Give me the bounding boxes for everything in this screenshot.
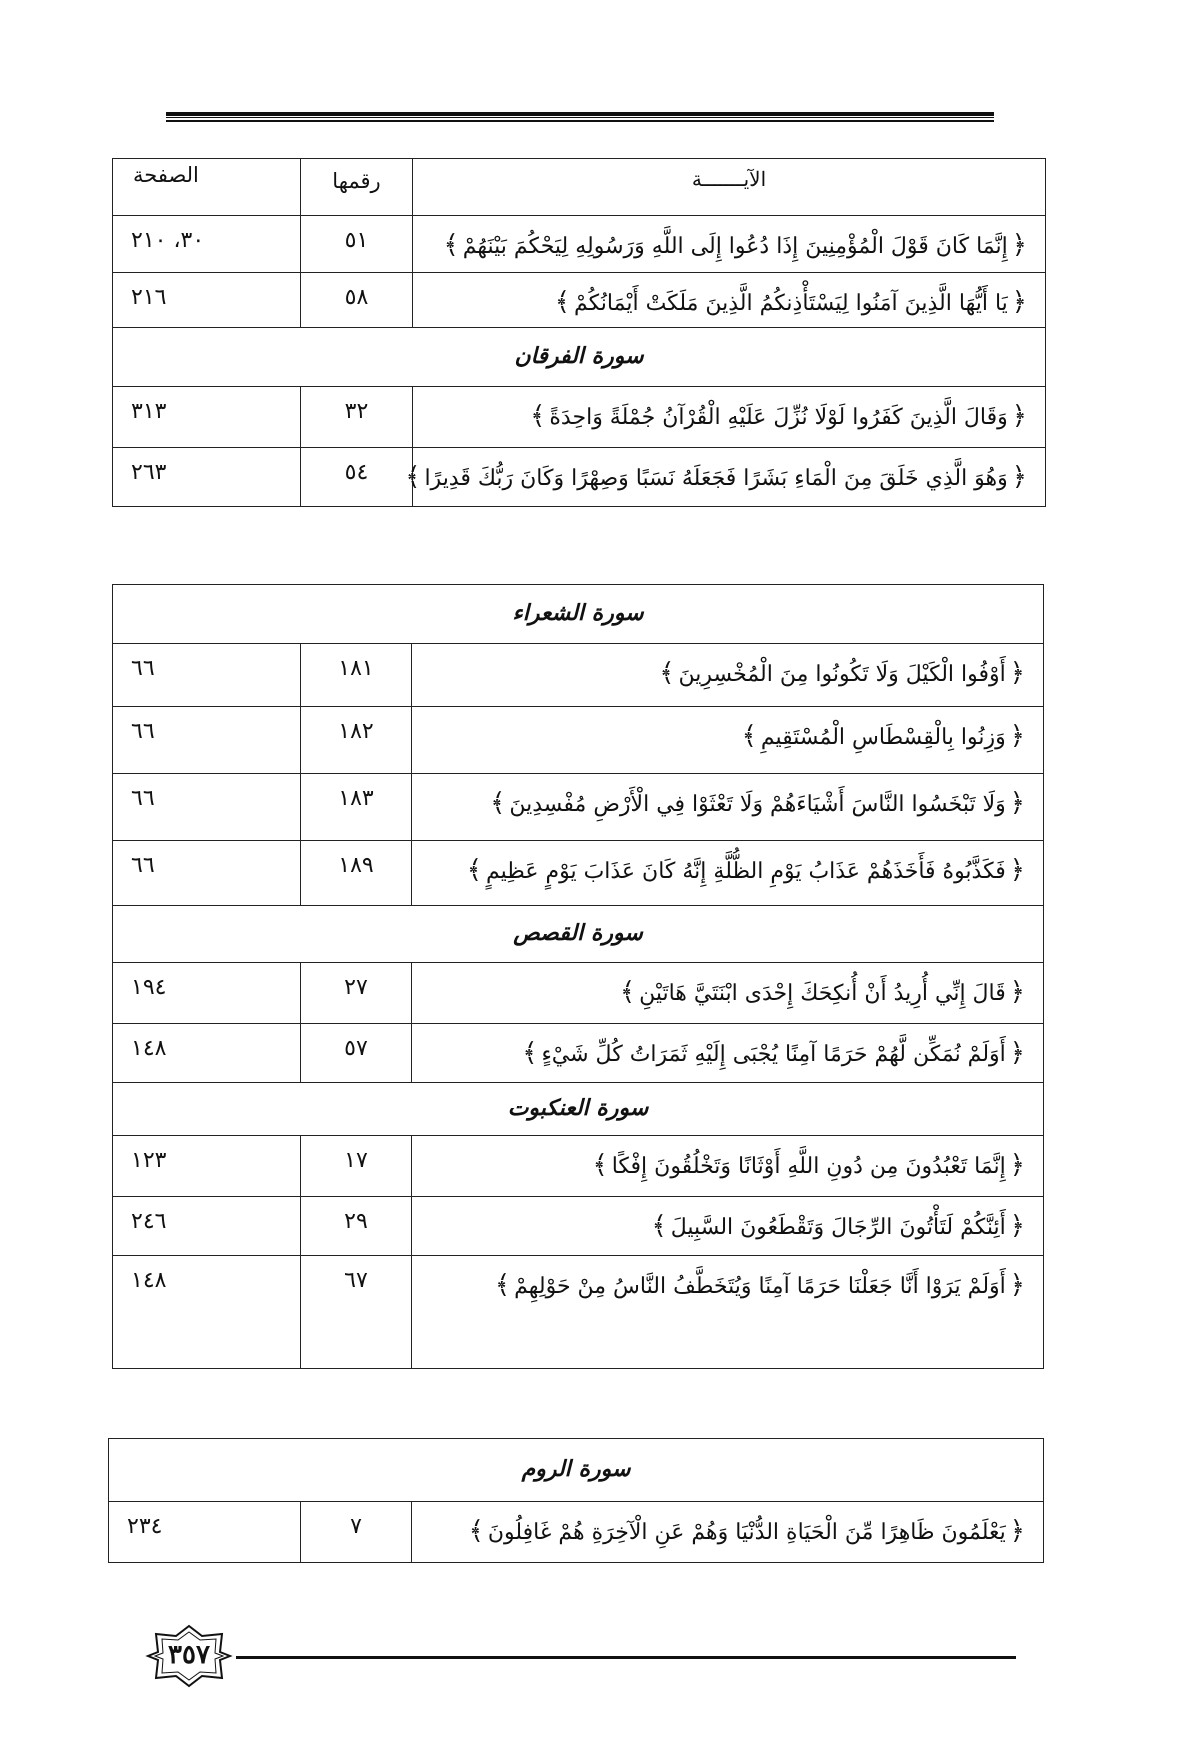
verse-number: ٧ [301, 1502, 412, 1563]
verse-number: ٣٢ [301, 387, 413, 448]
verses-index-table-1 [112, 158, 1046, 507]
verse-text-cell [413, 216, 1046, 273]
verse-number: ٥٧ [301, 1024, 412, 1083]
verse-row [113, 963, 1044, 1024]
verse-row [113, 841, 1044, 906]
verse-text-cell [412, 1502, 1044, 1563]
top-double-rule [166, 112, 994, 122]
verse-row [113, 1256, 1044, 1369]
surah-title: سورة القصص [113, 906, 1044, 963]
ornate-bracket-close-icon: ﴾ [466, 855, 483, 885]
page-reference: ٦٦ [113, 774, 301, 841]
surah-title: سورة العنكبوت [113, 1083, 1044, 1136]
verse-number: ٢٩ [301, 1197, 412, 1256]
ornate-bracket-close-icon: ﴾ [554, 287, 571, 317]
page-reference: ٢١٦ [113, 273, 301, 328]
verse-row [113, 387, 1046, 448]
verse-text-cell [412, 1197, 1044, 1256]
ornate-bracket-open-icon: ﴿ [1011, 401, 1027, 431]
surah-title-row [109, 1439, 1044, 1502]
verses-index-table-2 [112, 584, 1044, 1369]
verse-row [113, 448, 1046, 507]
surah-title-row [113, 1083, 1044, 1136]
verse-text: فَكَذَّبُوهُ فَأَخَذَهُمْ عَذَابُ يَوْمِ الظُّلَّةِ إِنَّهُ كَانَ عَذَابَ يَوْمٍ عَظِيمٍ [486, 859, 1006, 884]
ornate-bracket-open-icon: ﴿ [1011, 287, 1027, 317]
verse-number: ٥٤ [301, 448, 413, 507]
verse-text: أَوْفُوا الْكَيْلَ وَلَا تَكُونُوا مِنَ الْمُخْسِرِينَ [678, 662, 1006, 687]
ornate-bracket-close-icon: ﴾ [494, 1270, 511, 1300]
verses-index-table-3 [108, 1438, 1044, 1563]
surah-title-row [113, 906, 1044, 963]
page-reference: ١٩٤ [113, 963, 301, 1024]
verse-text: أَوَلَمْ نُمَكِّن لَّهُمْ حَرَمًا آمِنًا يُجْبَى إِلَيْهِ ثَمَرَاتُ كُلِّ شَيْءٍ [541, 1042, 1006, 1067]
surah-title: سورة الروم [109, 1439, 1044, 1502]
verse-text-cell [412, 707, 1044, 774]
verse-text: إِنَّمَا تَعْبُدُونَ مِن دُونِ اللَّهِ أَوْثَانًا وَتَخْلُقُونَ إِفْكًا [611, 1154, 1006, 1179]
page-reference: ١٤٨ [113, 1024, 301, 1083]
page-reference: ٢٣٤ [109, 1502, 301, 1563]
verse-text: وَزِنُوا بِالْقِسْطَاسِ الْمُسْتَقِيمِ [760, 725, 1006, 750]
ornate-bracket-open-icon: ﴿ [1011, 462, 1027, 492]
ornate-bracket-close-icon: ﴾ [405, 462, 421, 492]
page-reference: ٢٤٦ [113, 1197, 301, 1256]
page-number: ٣٥٧ [168, 1640, 210, 1670]
table-body [109, 1439, 1044, 1563]
page-reference: ٦٦ [113, 841, 301, 906]
verse-number: ١٨٩ [301, 841, 412, 906]
verse-row [113, 644, 1044, 707]
ornate-bracket-open-icon: ﴿ [1009, 788, 1025, 818]
ornate-bracket-close-icon: ﴾ [592, 1150, 608, 1180]
page-reference: ٢٦٣ [113, 448, 301, 507]
ornate-bracket-open-icon: ﴿ [1009, 1211, 1025, 1241]
ornate-bracket-open-icon: ﴿ [1009, 977, 1025, 1007]
verse-row [109, 1502, 1044, 1563]
ornate-bracket-close-icon: ﴾ [530, 401, 546, 431]
ornate-bracket-open-icon: ﴿ [1009, 658, 1025, 688]
verse-number: ١٨٢ [301, 707, 412, 774]
surah-title-row [113, 585, 1044, 644]
verse-number: ٢٧ [301, 963, 412, 1024]
table-body [113, 159, 1046, 507]
verse-text: وَقَالَ الَّذِينَ كَفَرُوا لَوْلَا نُزِّلَ عَلَيْهِ الْقُرْآنُ جُمْلَةً وَاحِدَةً [549, 405, 1008, 430]
verse-text: أَئِنَّكُمْ لَتَأْتُونَ الرِّجَالَ وَتَقْطَعُونَ السَّبِيلَ [670, 1215, 1006, 1240]
page-reference: ٦٦ [113, 644, 301, 707]
surah-title-row [113, 328, 1046, 387]
ornate-bracket-close-icon: ﴾ [651, 1211, 667, 1241]
verse-text-cell [412, 1256, 1044, 1369]
verse-text-cell [413, 273, 1046, 328]
page-reference: ٦٦ [113, 707, 301, 774]
header-verse: الآيـــــــة [413, 159, 1046, 216]
header-number: رقمها [301, 159, 413, 216]
ornate-bracket-open-icon: ﴿ [1009, 721, 1025, 751]
ornate-bracket-close-icon: ﴾ [522, 1038, 538, 1068]
verse-text: قَالَ إِنِّي أُرِيدُ أَنْ أُنكِحَكَ إِحْدَى ابْنَتَيَّ هَاتَيْنِ [639, 981, 1006, 1006]
verse-text-cell [412, 1024, 1044, 1083]
verse-number: ٥٨ [301, 273, 413, 328]
verse-number: ١٨٣ [301, 774, 412, 841]
verse-row [113, 273, 1046, 328]
verse-text: أَوَلَمْ يَرَوْا أَنَّا جَعَلْنَا حَرَمًا آمِنًا وَيُتَخَطَّفُ النَّاسُ مِنْ حَوْلِهِمْ [514, 1274, 1006, 1299]
verse-number: ١٨١ [301, 644, 412, 707]
ornate-bracket-close-icon: ﴾ [659, 658, 675, 688]
ornate-bracket-open-icon: ﴿ [1009, 1150, 1025, 1180]
ornate-bracket-open-icon: ﴿ [1011, 230, 1027, 260]
verse-text: وَهُوَ الَّذِي خَلَقَ مِنَ الْمَاءِ بَشَرًا فَجَعَلَهُ نَسَبًا وَصِهْرًا وَكَانَ رَبُّكَ قَدِيرًا [424, 466, 1008, 491]
verse-text: يَا أَيُّهَا الَّذِينَ آمَنُوا لِيَسْتَأْذِنكُمُ الَّذِينَ مَلَكَتْ أَيْمَانُكُمْ [574, 291, 1008, 316]
verse-text: وَلَا تَبْخَسُوا النَّاسَ أَشْيَاءَهُمْ وَلَا تَعْثَوْا فِي الْأَرْضِ مُفْسِدِينَ [509, 792, 1006, 817]
verse-text: إِنَّمَا كَانَ قَوْلَ الْمُؤْمِنِينَ إِذَا دُعُوا إِلَى اللَّهِ وَرَسُولِهِ لِيَحْكُمَ بَيْنَهُمْ [462, 234, 1008, 259]
verse-number: ٥١ [301, 216, 413, 273]
ornate-bracket-close-icon: ﴾ [468, 1516, 484, 1546]
verse-row [113, 1024, 1044, 1083]
verse-row [113, 216, 1046, 273]
verse-number: ١٧ [301, 1136, 412, 1197]
verse-row [113, 1197, 1044, 1256]
ornate-bracket-close-icon: ﴾ [619, 977, 636, 1007]
verse-text-cell [412, 774, 1044, 841]
verse-text-cell [412, 644, 1044, 707]
verse-row [113, 707, 1044, 774]
verse-row [113, 774, 1044, 841]
surah-title: سورة الشعراء [113, 585, 1044, 644]
verse-text-cell [405, 448, 1046, 507]
verse-number: ٦٧ [301, 1256, 412, 1369]
verse-text-cell [413, 387, 1046, 448]
page-reference: ٣١٣ [113, 387, 301, 448]
verse-row [113, 1136, 1044, 1197]
ornate-bracket-close-icon: ﴾ [741, 721, 757, 751]
verse-text-cell [412, 1136, 1044, 1197]
ornate-bracket-close-icon: ﴾ [490, 788, 506, 818]
page-reference: ١٤٨ [113, 1256, 301, 1369]
page-reference: ٣٠، ٢١٠ [113, 216, 301, 273]
ornate-bracket-open-icon: ﴿ [1009, 855, 1025, 885]
verse-text-cell [412, 841, 1044, 906]
verse-text-cell [412, 963, 1044, 1024]
ornate-bracket-open-icon: ﴿ [1009, 1270, 1025, 1300]
header-page: الصفحة [113, 159, 301, 216]
table-body [113, 585, 1044, 1369]
surah-title: سورة الفرقان [113, 328, 1046, 387]
footer-rule [236, 1656, 1016, 1659]
ornate-bracket-close-icon: ﴾ [443, 230, 459, 260]
table-header-row [113, 159, 1046, 216]
verse-text: يَعْلَمُونَ ظَاهِرًا مِّنَ الْحَيَاةِ الدُّنْيَا وَهُمْ عَنِ الْآخِرَةِ هُمْ غَافِلُونَ [487, 1520, 1006, 1545]
ornate-bracket-open-icon: ﴿ [1009, 1516, 1025, 1546]
page-number-badge [146, 1624, 232, 1688]
page-reference: ١٢٣ [113, 1136, 301, 1197]
ornate-bracket-open-icon: ﴿ [1009, 1038, 1025, 1068]
